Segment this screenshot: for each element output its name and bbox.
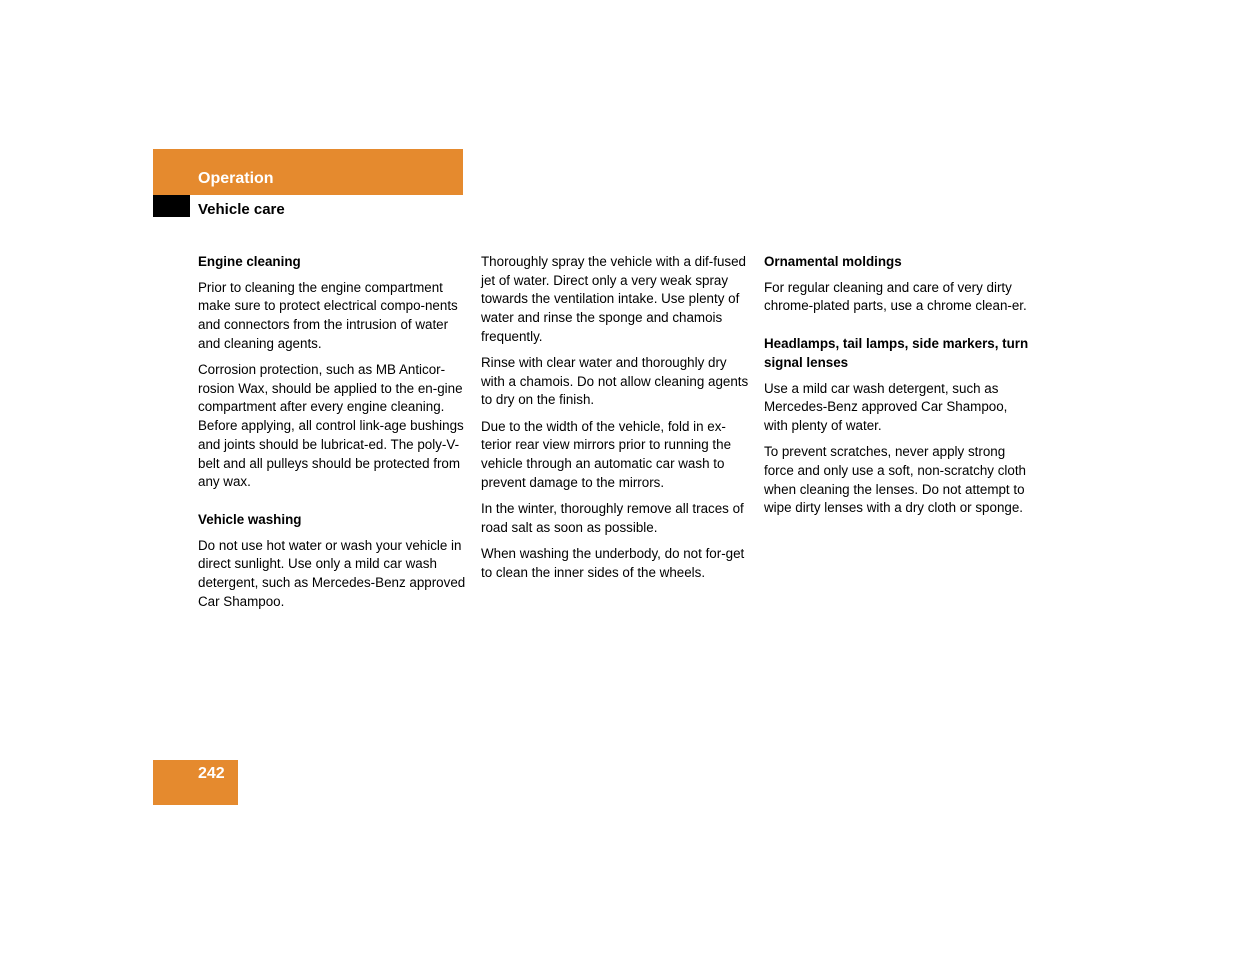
engine-cleaning-heading: Engine cleaning xyxy=(198,254,301,269)
lamps-lenses-heading: Headlamps, tail lamps, side markers, turn signal lenses xyxy=(764,336,1029,370)
ornamental-moldings-paragraph: For regular cleaning and care of very dirty chrome-plated parts, use a chrome clean-er. xyxy=(764,279,1027,314)
subsection-title: Vehicle care xyxy=(198,201,285,218)
subsection-marker xyxy=(153,195,190,217)
text-column-2 xyxy=(481,253,749,590)
ornamental-moldings-heading: Ornamental moldings xyxy=(764,254,902,269)
washing-paragraph-2: Thoroughly spray the vehicle with a dif-fused jet of water. Direct only a very weak spray towards the ventilation intake. Use plenty of water and rinse the sponge and chamois frequently. xyxy=(481,254,746,344)
page-number: 242 xyxy=(198,765,225,782)
washing-paragraph-4: Due to the width of the vehicle, fold in ex-terior rear view mirrors prior to running the vehicle through an automatic car wash to prevent damage to the mirrors. xyxy=(481,418,732,490)
vehicle-washing-paragraph-1: Do not use hot water or wash your vehicle in direct sunlight. Use only a mild car wash detergent, such as Mercedes-Benz approved Car Shampoo. xyxy=(198,537,466,609)
text-column-1 xyxy=(198,253,466,619)
vehicle-washing-heading: Vehicle washing xyxy=(198,511,302,527)
washing-paragraph-5: In the winter, thoroughly remove all traces of road salt as soon as possible. xyxy=(481,500,744,535)
page-number-box xyxy=(153,760,238,805)
lamps-lenses-paragraph-1: Use a mild car wash detergent, such as Mercedes-Benz approved Car Shampoo, with plenty of water. xyxy=(764,380,1008,433)
washing-paragraph-6: When washing the underbody, do not for-get to clean the inner sides of the wheels. xyxy=(481,545,745,580)
text-column-3 xyxy=(764,253,1032,525)
washing-paragraph-3: Rinse with clear water and thoroughly dry with a chamois. Do not allow cleaning agents to dry on the finish. xyxy=(481,355,749,408)
engine-cleaning-paragraph-1: Prior to cleaning the engine compartment make sure to protect electrical compo-nents and connectors from the intrusion of water and cleaning agents. xyxy=(198,279,458,351)
lamps-lenses-paragraph-2: To prevent scratches, never apply strong force and only use a soft, non-scratchy cloth when cleaning the lenses. Do not attempt to wipe dirty lenses with a dry cloth or sponge. xyxy=(764,444,1027,516)
engine-cleaning-paragraph-2: Corrosion protection, such as MB Anticor-rosion Wax, should be applied to the en-gine compartment after every engine cleaning. Before applying, all control link-age bushings and joints should be lubricat-ed. The poly-V-belt and all pulleys should be protected from any wax. xyxy=(198,362,464,490)
section-title: Operation xyxy=(198,170,274,187)
